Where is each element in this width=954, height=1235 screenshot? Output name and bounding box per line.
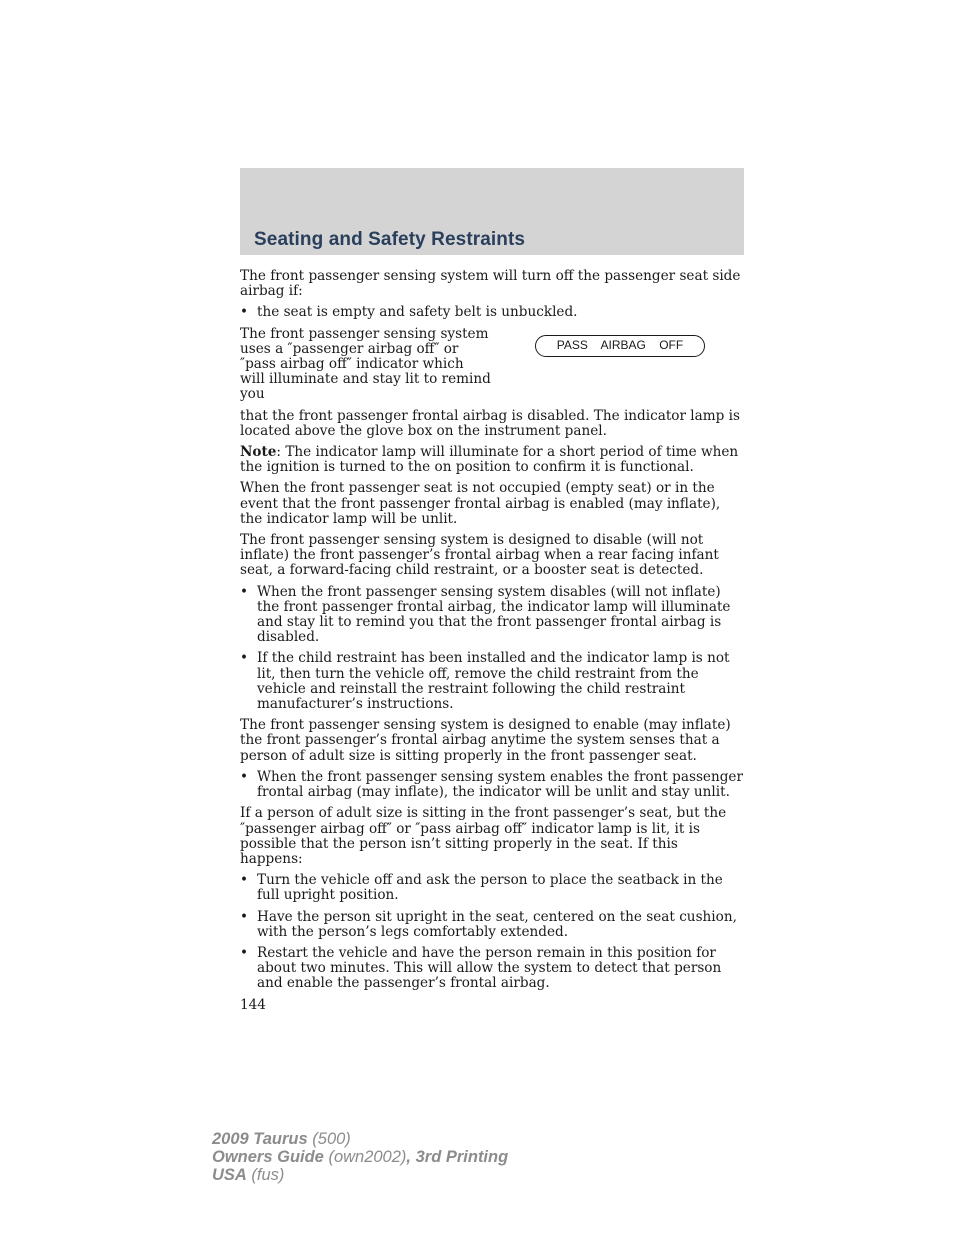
paragraph: The front passenger sensing system will turn off the passenger seat side airbag if: (240, 268, 741, 300)
footer-line-model (212, 1130, 508, 1148)
bullet-text: Restart the vehicle and have the person remain in this position for about two minutes. This will allow the system to detect that person and enable the passenger’s frontal airbag. (257, 944, 722, 992)
paragraph: If a person of adult size is sitting in the front passenger’s seat, but the ″passenger airbag off″ or ″pass airbag off″ indicator lamp is lit, it is possible that the person isn’t sitting properly in the seat. If this happens: (240, 805, 727, 867)
indicator-paragraph (240, 327, 744, 403)
footer-guide-name: Owners Guide (212, 1148, 324, 1166)
paragraph: that the front passenger frontal airbag is disabled. The indicator lamp is located above the glove box on the instrument panel. (240, 407, 740, 439)
bullet-text: the seat is empty and safety belt is unbuckled. (257, 304, 578, 321)
footer-line-market (212, 1166, 508, 1184)
bullet-item (240, 910, 744, 940)
page-content (240, 269, 744, 1013)
footer-line-guide (212, 1148, 508, 1166)
page-number: 144 (240, 996, 266, 1013)
bullet-text: If the child restraint has been installed and the indicator lamp is not lit, then turn the vehicle off, remove the child restraint from the vehicle and reinstall the restraint following the child restraint manufacturer’s instructions. (257, 650, 730, 713)
paragraph: When the front passenger seat is not occupied (empty seat) or in the event that the front passenger frontal airbag is enabled (may inflate), the indicator lamp will be unlit. (240, 480, 721, 527)
bullet-glyph: • (240, 650, 249, 667)
footer-model-name: 2009 Taurus (212, 1130, 308, 1148)
bullet-item (240, 946, 744, 992)
bullet-text: Turn the vehicle off and ask the person to place the seatback in the full upright position. (257, 872, 723, 904)
section-title: Seating and Safety Restraints (254, 229, 526, 250)
bullet-glyph: • (240, 908, 249, 925)
footer-market: USA (212, 1166, 247, 1184)
bullet-glyph: • (240, 872, 249, 889)
paragraph: The front passenger sensing system is designed to enable (may inflate) the front passenger’s frontal airbag anytime the system senses that a person of adult size is sitting properly in the front passenger seat. (240, 717, 731, 764)
footer-printing: , 3rd Printing (406, 1148, 509, 1166)
bullet-glyph: • (240, 304, 249, 321)
bullet-item (240, 770, 744, 800)
footer-market-code: (fus) (246, 1166, 285, 1184)
bullet-item (240, 585, 744, 646)
section-header-band (240, 168, 744, 255)
bullet-item (240, 873, 744, 903)
bullet-glyph: • (240, 583, 249, 600)
bullet-text: When the front passenger sensing system disables (will not inflate) the front passenger frontal airbag, the indicator lamp will illuminate and stay lit to remind you that the front passenger frontal airbag is disabled. (257, 583, 731, 646)
bullet-item (240, 651, 744, 712)
bullet-text: When the front passenger sensing system enables the front passenger frontal airbag (may inflate), the indicator will be unlit and stay unlit. (257, 768, 743, 801)
footer-model-code: (500) (307, 1130, 351, 1148)
pass-airbag-off-indicator-illustration: PASS AIRBAG OFF (535, 335, 705, 357)
footer-guide-code: (own2002) (323, 1148, 407, 1166)
bullet-glyph: • (240, 768, 249, 785)
document-footer (212, 1130, 508, 1184)
paragraph-wrapped: The front passenger sensing system uses a ″passenger airbag off″ or ″pass airbag off″ indicator which will illuminate and stay lit to remind you (240, 325, 491, 403)
note-paragraph (240, 445, 744, 475)
bullet-item (240, 305, 744, 320)
paragraph: The front passenger sensing system is designed to disable (will not inflate) the front passenger’s frontal airbag when a rear facing infant seat, a forward-facing child restraint, or a booster seat is detected. (240, 532, 719, 579)
note-label: Note (240, 444, 277, 461)
note-text: : The indicator lamp will illuminate for a short period of time when the ignition is turned to the on position to confirm it is functional. (240, 444, 739, 476)
bullet-glyph: • (240, 944, 249, 961)
bullet-text: Have the person sit upright in the seat, centered on the seat cushion, with the person’s legs comfortably extended. (257, 908, 737, 940)
